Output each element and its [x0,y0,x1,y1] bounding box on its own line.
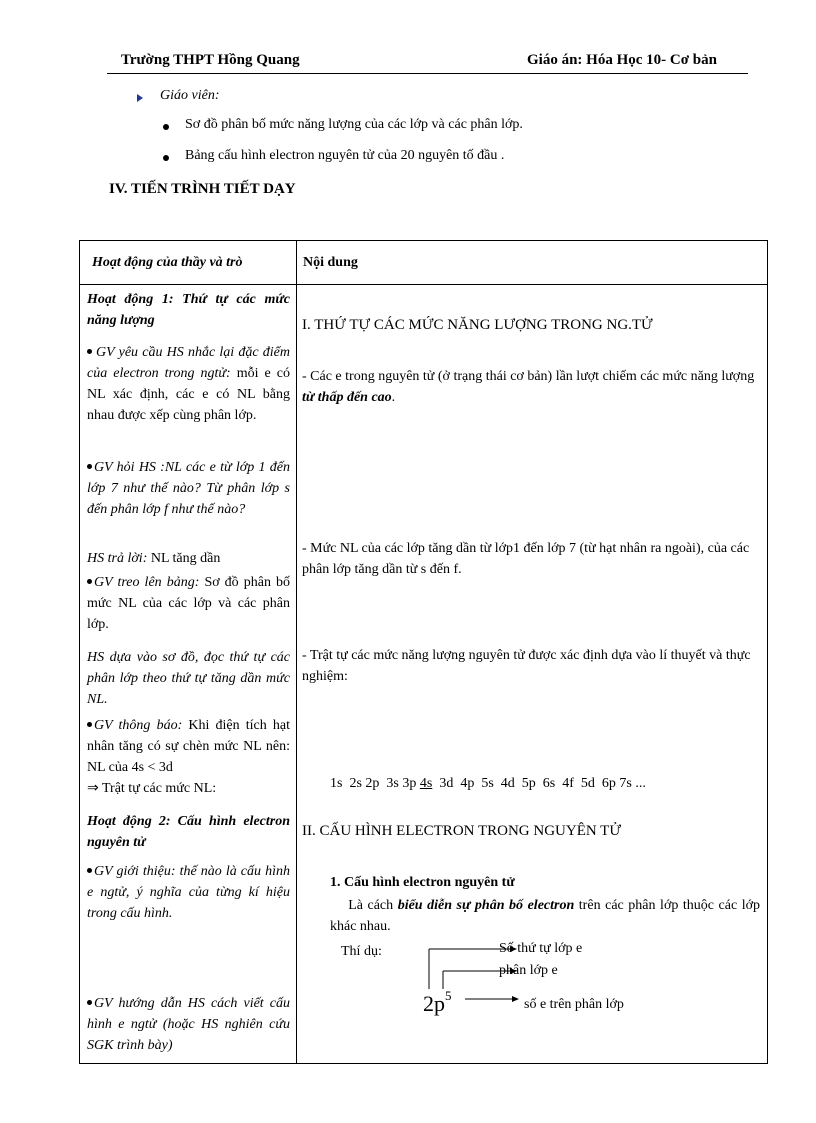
subsection-1-title: 1. Cấu hình electron nguyên tử [330,875,515,890]
right-para-1-text: - Các e trong nguyên tử (ở trạng thái cơ bản) lần lượt chiếm các mức năng lượng [302,369,755,384]
header-rule [107,73,748,74]
bullet-dot-icon [163,124,169,130]
right-para-1 [302,366,760,408]
bullet-dot-icon [87,1000,92,1005]
arrow-right-icon [512,996,519,1002]
diagram-main: 2p [423,991,445,1016]
left-para-6 [87,715,290,799]
energy-sequence [330,773,788,794]
lesson-table [79,240,768,1064]
left-para-3 [87,548,290,569]
sequence-start: 1s 2s 2p 3s 3p [330,776,420,791]
left-para-6-text: Khi điện tích hạt nhân tăng có sự chèn mức NL nên: NL của 4s < 3d [87,718,291,775]
left-para-7-text: GV giới thiệu: thế nào là cấu hình e ngtử, ý nghĩa của từng kí hiệu trong cấu hình. [87,864,290,921]
col1-header: Hoạt động của thầy và trò [92,255,243,270]
col2-header: Nội dung [303,255,358,270]
definition-end: trên các phân lớp thuộc các lớp khác nhau. [330,898,761,934]
diagram-notation [423,988,452,1017]
sequence-4s: 4s [419,776,433,791]
bullet-dot-icon [163,155,169,161]
left-para-6-arrow: ⇒ Trật tự các mức NL: [87,781,217,796]
left-para-1-italic: GV yêu cầu HS nhắc lại đặc điểm của electron trong ngtử: [87,345,290,381]
left-para-2 [87,457,290,520]
left-para-7 [87,861,290,924]
diagram-superscript: 5 [445,988,452,1003]
right-para-1-end: . [391,390,396,405]
label-layer: Số thứ tự lớp e [499,941,583,956]
left-para-3-text: NL tăng dần [150,551,221,566]
prep-item-1: Sơ đồ phân bố mức năng lượng của các lớp và các phân lớp. [185,117,523,132]
school-name: Trường THPT Hồng Quang [121,52,300,68]
left-para-4-text: Sơ đồ phân bố mức NL của các lớp và các phân lớp. [87,575,291,632]
bullet-dot-icon [87,868,92,873]
left-para-4-italic: GV treo lên bảng: [94,575,200,590]
section-title: IV. TIẾN TRÌNH TIẾT DẠY [109,181,296,197]
bullet-dot-icon [87,579,92,584]
left-para-2-text: GV hỏi HS :NL các e từ lớp 1 đến lớp 7 như thế nào? Từ phân lớp s đến phân lớp f như thế nào? [87,460,290,517]
label-sublayer: phân lớp e [499,963,558,978]
left-para-8-text: GV hướng dẫn HS cách viết cấu hình e ngtử (hoặc HS nghiên cứu SGK trình bày) [87,996,290,1053]
right-para-1-bold: từ thấp đến cao [302,390,392,405]
bullet-dot-icon [87,464,92,469]
left-para-1 [87,342,290,426]
definition-start: Là cách [348,898,394,913]
section-2-title: II. CẤU HÌNH ELECTRON TRONG NGUYÊN TỬ [302,823,621,839]
definition [330,895,760,937]
triangle-bullet-icon [137,94,143,102]
right-column [297,285,768,1064]
right-para-2: - Mức NL của các lớp tăng dần từ lớp1 đến lớp 7 (từ hạt nhân ra ngoài), của các phân lớp tăng dần từ s đến f. [302,541,750,577]
sequence-end: 3d 4p 5s 4d 5p 6s 4f 5d 6p 7s ... [432,776,646,791]
activity-2-title: Hoạt động 2: Cấu hình electron nguyên tử [87,814,290,850]
left-para-3-italic: HS trả lời: [87,551,148,566]
prep-item-2: Bảng cấu hình electron nguyên tử của 20 nguyên tố đầu . [185,148,505,163]
table-header-content [297,241,768,285]
section-1-title: I. THỨ TỰ CÁC MỨC NĂNG LƯỢNG TRONG NG.TỬ [302,317,653,333]
left-para-8 [87,993,290,1056]
left-para-4 [87,572,290,635]
lesson-title: Giáo án: Hóa Học 10- Cơ bản [527,52,717,68]
bullet-dot-icon [87,349,92,354]
left-para-1-text: mỗi e có NL xác định, các e có NL bằng nhau được xếp cùng phân lớp. [87,366,290,423]
left-column [80,285,297,1064]
label-count: số e trên phân lớp [524,997,624,1012]
bullet-dot-icon [87,722,92,727]
teacher-label: Giáo viên: [160,88,220,103]
activity-1-title: Hoạt động 1: Thứ tự các mức năng lượng [87,292,290,328]
left-para-5: HS dựa vào sơ đồ, đọc thứ tự các phân lớp theo thứ tự tăng dần mức NL. [87,650,290,707]
definition-bold: biểu diễn sự phân bố electron [397,898,575,913]
left-para-6-italic: GV thông báo: [94,718,183,733]
right-para-3: - Trật tự các mức năng lượng nguyên tử được xác định dựa vào lí thuyết và thực nghiệm: [302,648,751,684]
table-header-activity [80,241,297,285]
example-label: Thí dụ: [341,944,382,959]
